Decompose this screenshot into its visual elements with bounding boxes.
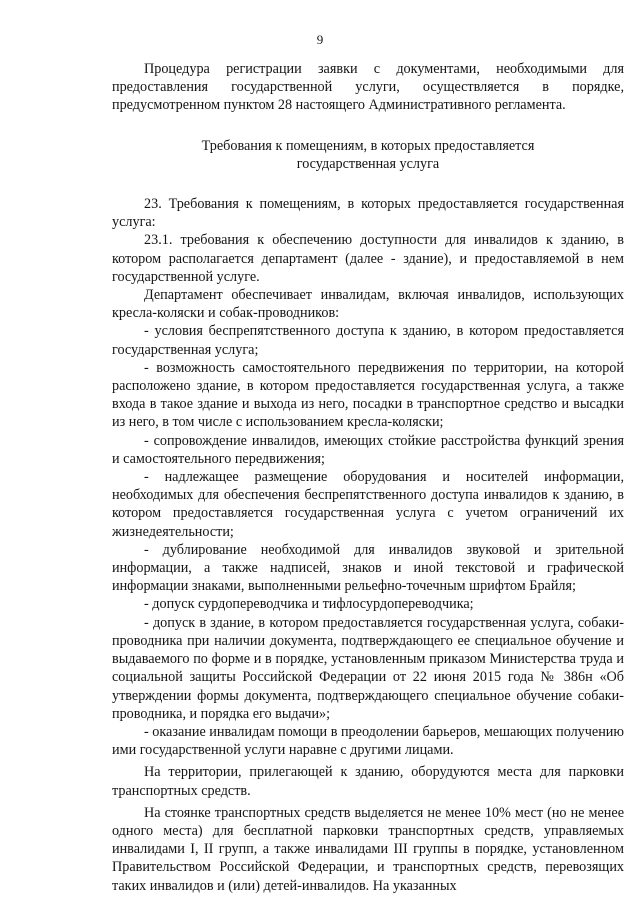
- section-heading-line2: государственная услуга: [296, 155, 440, 172]
- paragraph-23-1: 23.1. требования к обеспечению доступности для инвалидов к зданию, в котором располагается департамент (далее - здание), и предоставляемой в нем государственной услуге.: [112, 232, 624, 285]
- paragraph-parking: На территории, прилегающей к зданию, оборудуются места для парковки транспортных средств.: [112, 764, 624, 799]
- section-heading: [112, 137, 624, 173]
- intro-paragraph: Процедура регистрации заявки с документами, необходимыми для предоставления государственной услуги, осуществляется в порядке, предусмотренном пунктом 28 настоящего Административного регламента.: [112, 61, 624, 114]
- section-heading-line1: Требования к помещениям, в которых предоставляется: [201, 137, 535, 154]
- list-item: - дублирование необходимой для инвалидов звуковой и зрительной информации, а также надписей, знаков и иной текстовой и графической информации знаками, выполненными рельефно-точечным шрифтом Брайля;: [112, 541, 624, 595]
- list-item: - допуск сурдопереводчика и тифлосурдопереводчика;: [144, 596, 474, 613]
- paragraph-parking-spaces: На стоянке транспортных средств выделяется не менее 10% мест (но не менее одного места) для бесплатной парковки транспортных средств, управляемых инвалидами I, II групп, а также инвалидами III группы в порядке, установленном Правительством Российской Федерации, и транспортных средств, перевозящих таких инвалидов и (или) детей-инвалидов. На указанных: [112, 804, 624, 894]
- list-item: - сопровождение инвалидов, имеющих стойкие расстройства функций зрения и самостоятельного передвижения;: [112, 432, 624, 467]
- list-item: - надлежащее размещение оборудования и носителей информации, необходимых для обеспечения беспрепятственного доступа инвалидов к зданию, в котором предоставляется государственная услуга с учетом ограничений их жизнедеятельности;: [112, 469, 624, 540]
- paragraph-department-provides: Департамент обеспечивает инвалидам, включая инвалидов, использующих кресла-коляски и собак-проводников:: [112, 287, 624, 322]
- document-body: [112, 60, 624, 895]
- list-item: - возможность самостоятельного передвижения по территории, на которой расположено здание, в котором предоставляется государственная услуга, а также входа в такое здание и выхода из него, посадки в транспортное средство и высадки из него, в том числе с использованием кресла-коляски;: [112, 359, 624, 431]
- paragraph-23: 23. Требования к помещениям, в которых предоставляется государственная услуга:: [112, 196, 624, 231]
- list-item: - условия беспрепятственного доступа к зданию, в котором предоставляется государственная услуга;: [112, 323, 624, 358]
- list-item: - оказание инвалидам помощи в преодолении барьеров, мешающих получению ими государственной услуги наравне с другими лицами.: [112, 723, 624, 759]
- page-number: 9: [316, 32, 324, 47]
- list-item: - допуск в здание, в котором предоставляется государственная услуга, собаки-проводника при наличии документа, подтверждающего ее специальное обучение и выдаваемого по форме и в порядке, установленным приказом Министерства труда и социальной защиты Российской Федерации от 22 июня 2015 года № 386н «Об утверждении формы документа, подтверждающего специальное обучение собаки-проводника, и порядка его выдачи»;: [112, 614, 624, 722]
